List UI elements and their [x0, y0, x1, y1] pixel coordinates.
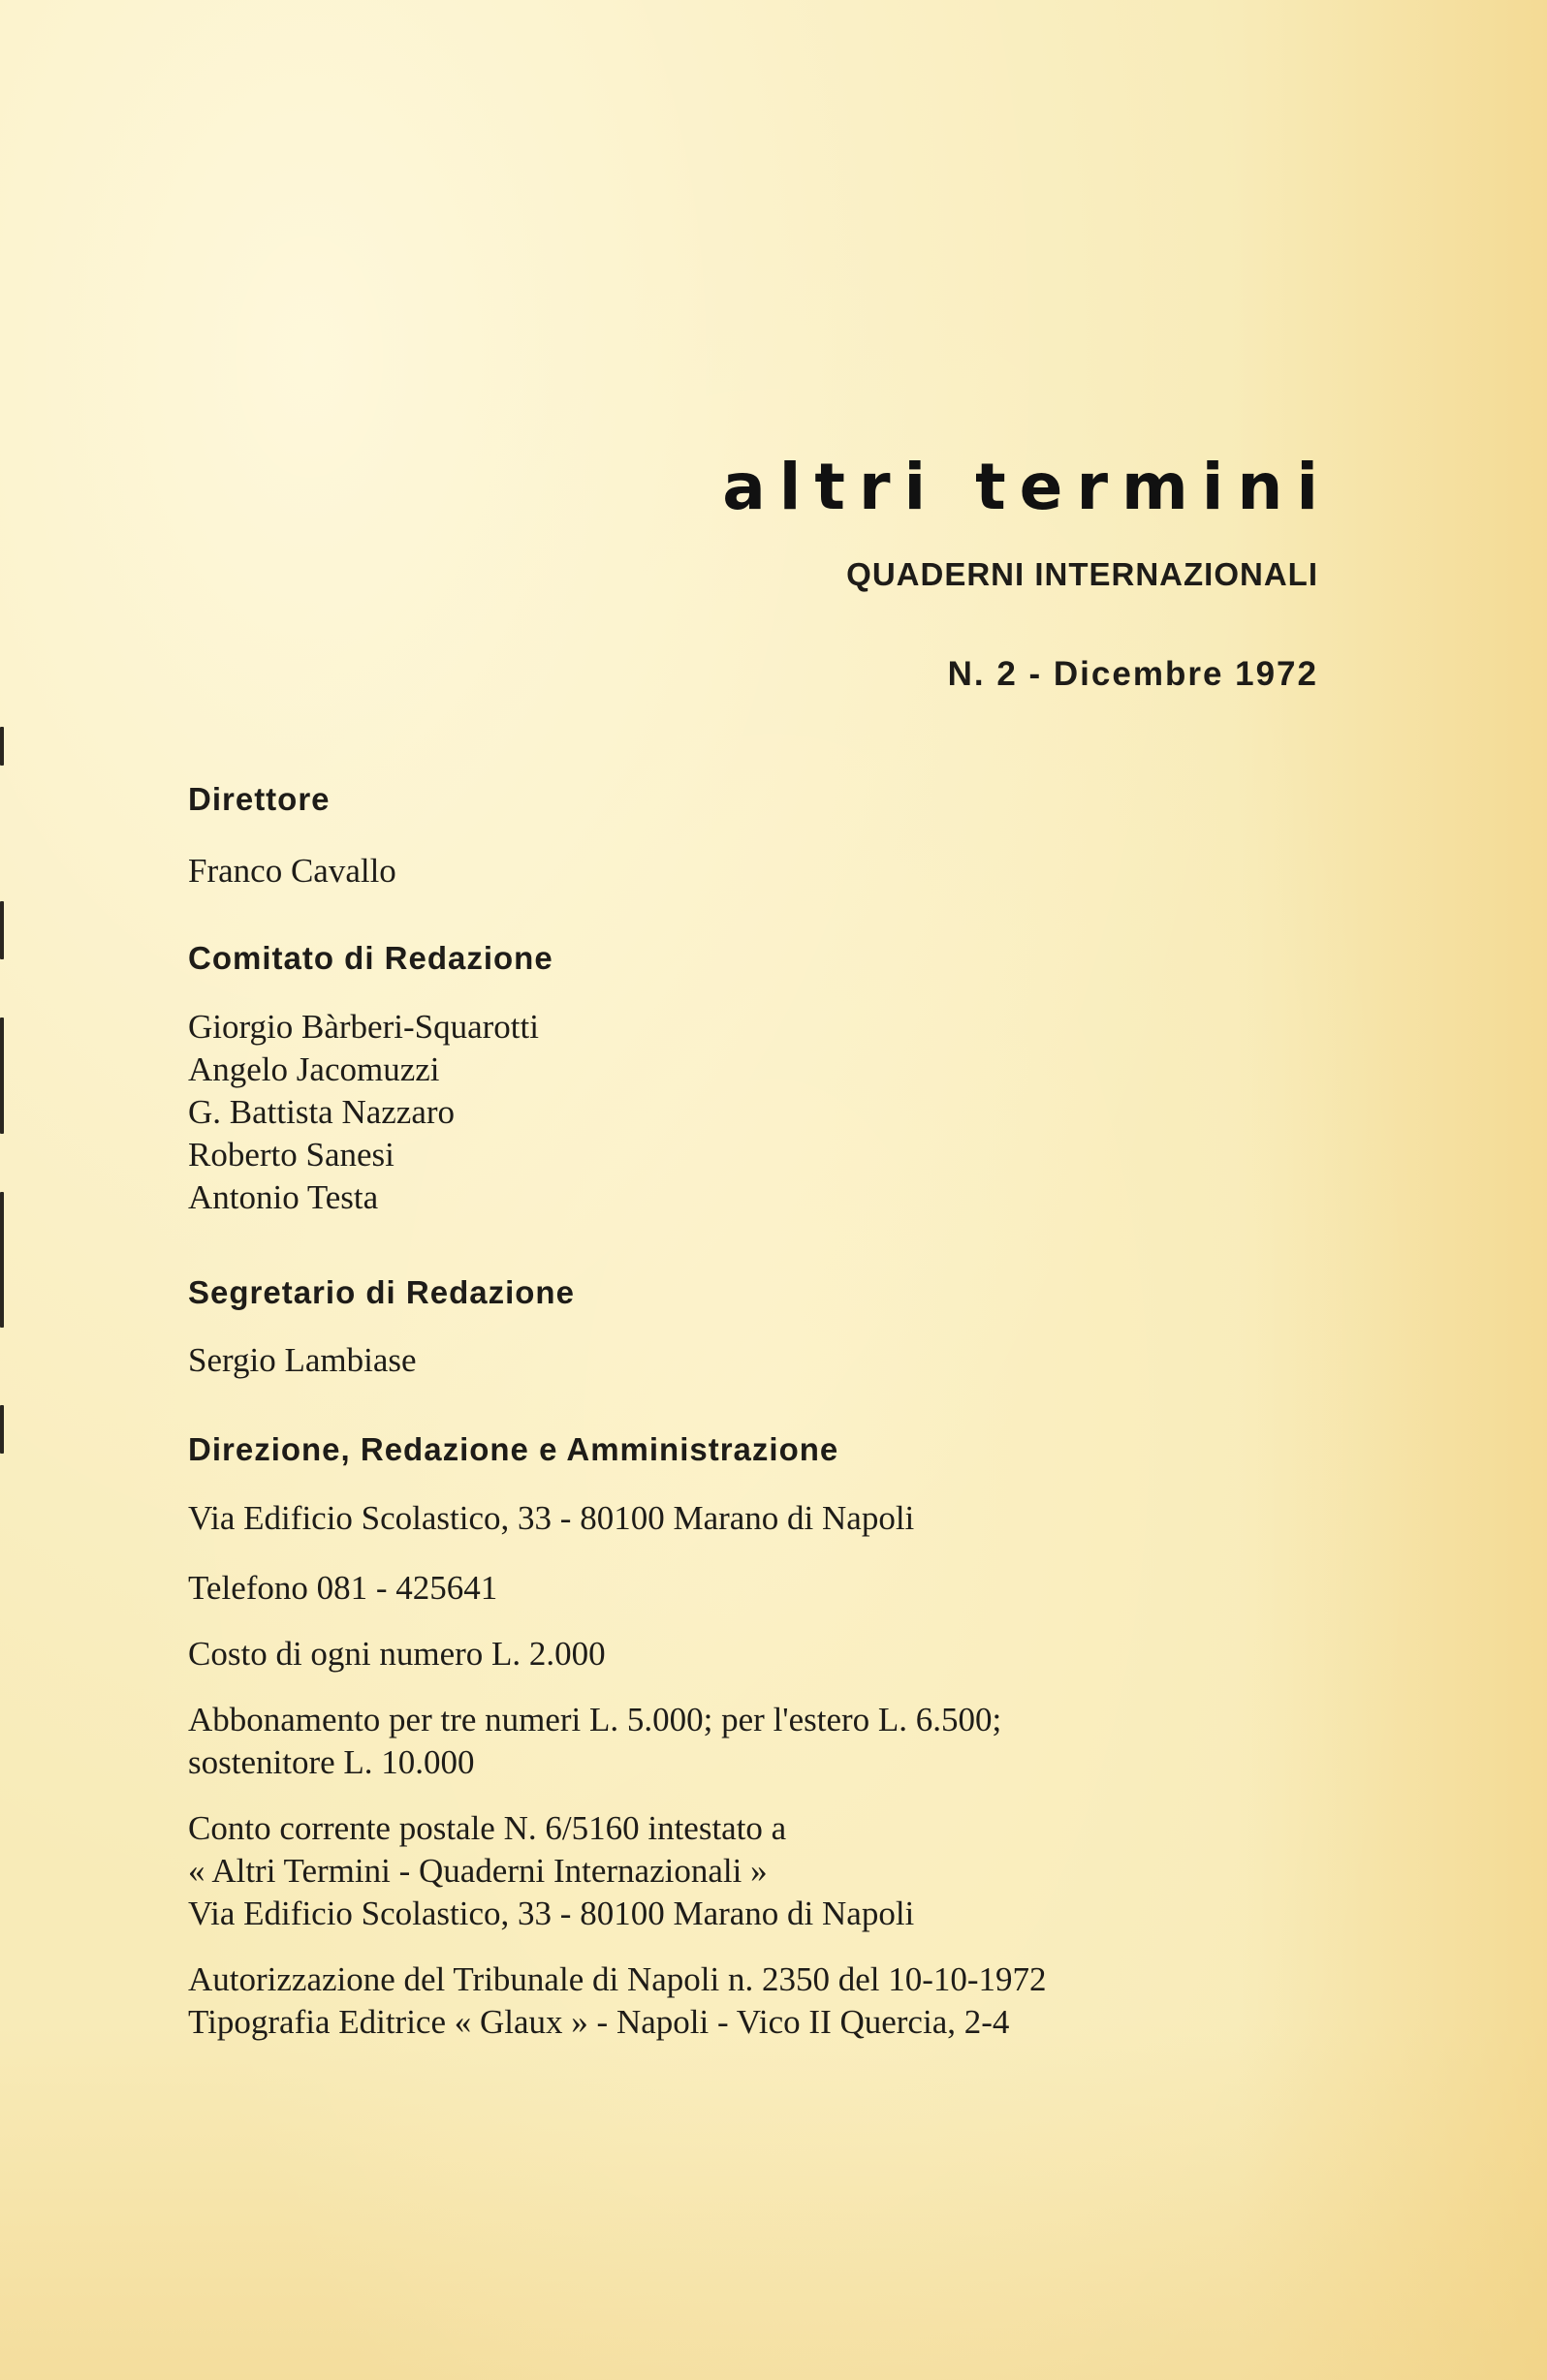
issue-number: N. 2 - Dicembre 1972: [947, 655, 1318, 693]
abbonamento-line: sostenitore L. 10.000: [188, 1743, 475, 1782]
direttore-name: Franco Cavallo: [188, 851, 396, 890]
binding-edge: [0, 727, 8, 1696]
colophon: [188, 780, 1293, 2044]
conto-line: Conto corrente postale N. 6/5160 intestato a: [188, 1809, 787, 1848]
tipografia-line: Tipografia Editrice « Glaux » - Napoli - Vico II Quercia, 2-4: [188, 2003, 1010, 2042]
direzione-heading: Direzione, Redazione e Amministrazione: [188, 1430, 839, 1467]
conto-line: Via Edificio Scolastico, 33 - 80100 Marano di Napoli: [188, 1895, 915, 1933]
comitato-member: G. Battista Nazzaro: [188, 1093, 456, 1132]
telefono: Telefono 081 - 425641: [188, 1569, 498, 1608]
comitato-heading: Comitato di Redazione: [188, 939, 553, 976]
comitato-member: Roberto Sanesi: [188, 1136, 395, 1174]
segretario-name: Sergio Lambiase: [188, 1340, 417, 1379]
comitato-member: Angelo Jacomuzzi: [188, 1050, 440, 1089]
conto-block: [188, 1807, 1293, 1935]
abbonamento-line: Abbonamento per tre numeri L. 5.000; per l'estero L. 6.500;: [188, 1701, 1002, 1739]
masthead: [722, 450, 1332, 694]
conto-line: « Altri Termini - Quaderni Internazionali »: [188, 1852, 768, 1891]
comitato-member: Giorgio Bàrberi-Squarotti: [188, 1008, 539, 1047]
direttore-heading: Direttore: [188, 781, 331, 817]
segretario-heading: Segretario di Redazione: [188, 1274, 575, 1311]
direzione-address: Via Edificio Scolastico, 33 - 80100 Marano di Napoli: [188, 1499, 915, 1538]
comitato-list: [188, 1006, 1293, 1219]
costo-numero: Costo di ogni numero L. 2.000: [188, 1635, 606, 1674]
autorizzazione-block: [188, 1958, 1293, 2044]
autorizzazione-line: Autorizzazione del Tribunale di Napoli n. 2350 del 10-10-1972: [188, 1960, 1047, 1999]
journal-subtitle: QUADERNI INTERNAZIONALI: [846, 556, 1318, 592]
comitato-member: Antonio Testa: [188, 1178, 379, 1217]
abbonamento-block: [188, 1699, 1293, 1784]
journal-title: altri termini: [722, 450, 1332, 524]
